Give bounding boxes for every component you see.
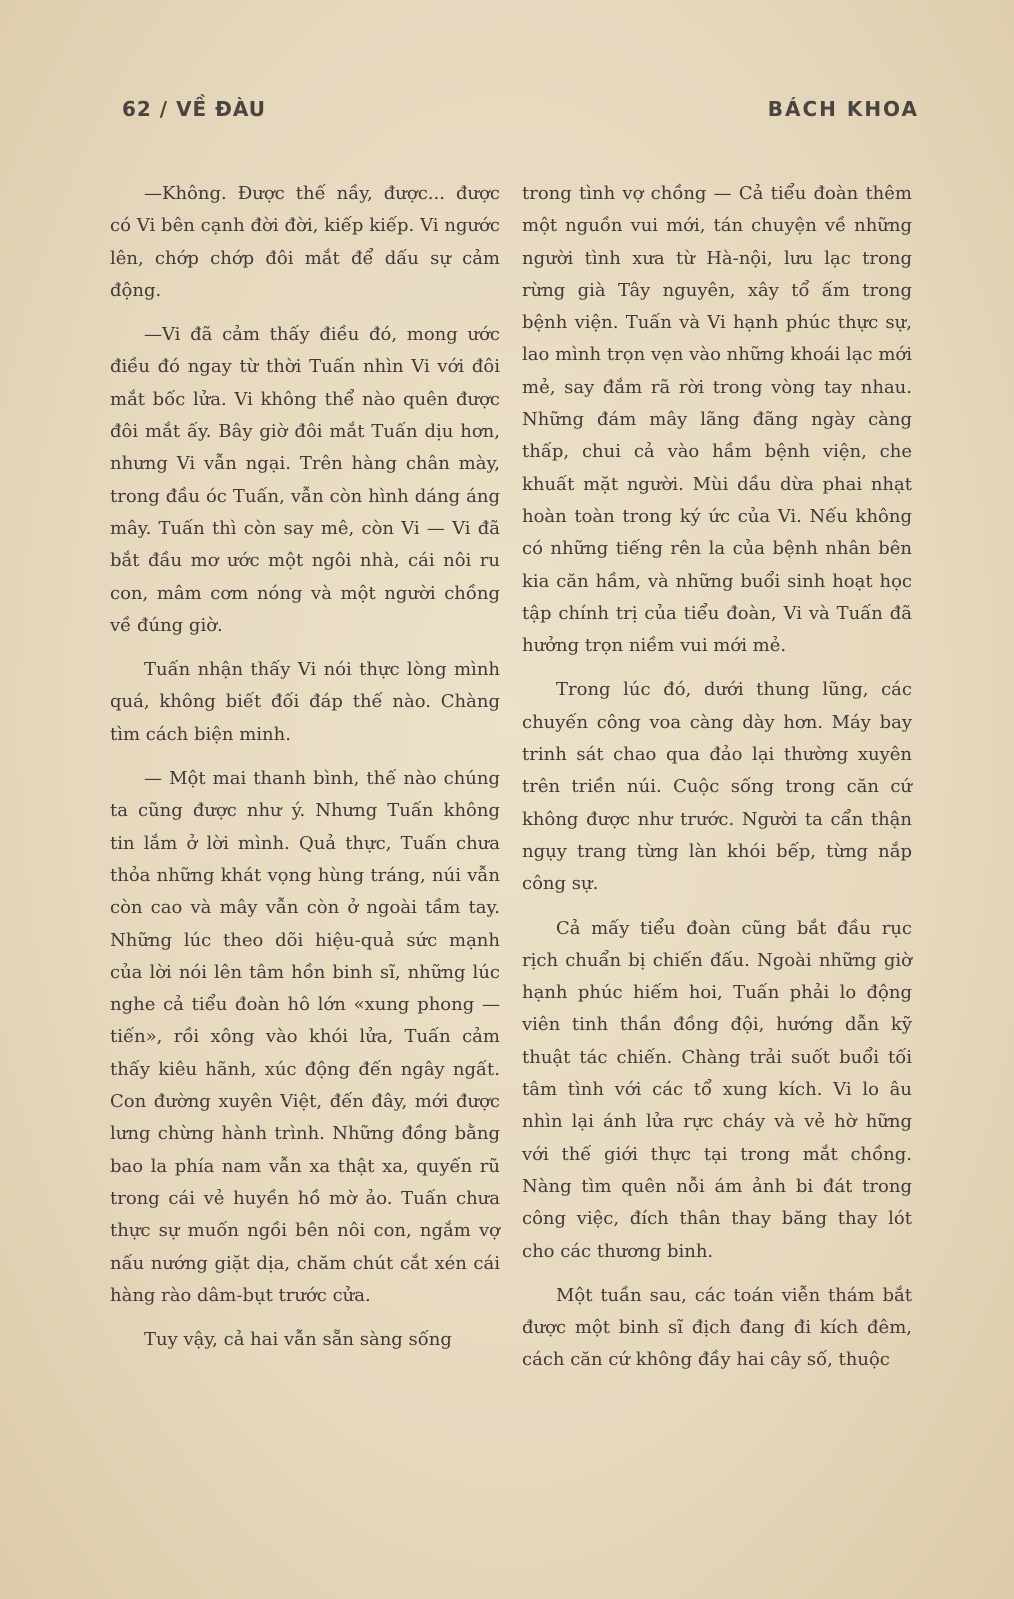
paragraph: —Vi đã cảm thấy điều đó, mong ước điều đó ngay từ thời Tuấn nhìn Vi với đôi mắt bốc lửa. Vi không thể nào quên được đôi mắt ấy. Bây giờ đôi mắt Tuấn dịu hơn, nhưng Vi vẫn ngại. Trên hàng chân mày, trong đầu óc Tuấn, vẫn còn hình dáng áng mây. Tuấn thì còn say mê, còn Vi — Vi đã bắt đầu mơ ước một ngôi nhà, cái nôi ru con, mâm cơm nóng và một người chồng về đúng giờ.	[110, 324, 500, 636]
paragraph: — Một mai thanh bình, thế nào chúng ta cũng được như ý. Nhưng Tuấn không tin lắm ở lời mình. Quả thực, Tuấn chưa thỏa những khát vọng hùng tráng, núi vẫn còn cao và mây vẫn còn ở ngoài tầm tay. Những lúc theo dõi hiệu-quả sức mạnh của lời nói lên tâm hồn binh sĩ, những lúc nghe cả tiểu đoàn hô lớn «xung phong — tiến», rồi xông vào khói lửa, Tuấn cảm thấy kiêu hãnh, xúc động đến ngây ngất. Con đường xuyên Việt, đến đây, mới được lưng chừng hành trình. Những đồng bằng bao la phía nam vẫn xa thật xa, quyến rũ trong cái vẻ huyền hồ mờ ảo. Tuấn chưa thực sự muốn ngồi bên nôi con, ngắm vợ nấu nướng giặt dịa, chăm chút cắt xén cái hàng rào dâm-bụt trước cửa.	[110, 768, 500, 1306]
paragraph: Một tuần sau, các toán viễn thám bắt được một binh sĩ địch đang đi kích đêm, cách căn cứ không đầy hai cây số, thuộc	[522, 1284, 912, 1371]
running-header-left: 62 / VỀ ĐÀU	[122, 97, 267, 121]
running-header-right: BÁCH KHOA	[767, 97, 919, 121]
page-header	[122, 97, 919, 129]
paragraph: Trong lúc đó, dưới thung lũng, các chuyến công voa càng dày hơn. Máy bay trinh sát chao qua đảo lại thường xuyên trên triền núi. Cuộc sống trong căn cứ không được như trước. Người ta cẩn thận ngụy trang từng làn khói bếp, từng nắp công sự.	[522, 679, 912, 895]
paragraph: Cả mấy tiểu đoàn cũng bắt đầu rục rịch chuẩn bị chiến đấu. Ngoài những giờ hạnh phúc hiếm hoi, Tuấn phải lo động viên tinh thần đồng đội, hướng dẫn kỹ thuật tác chiến. Chàng trải suốt buổi tối tâm tình với các tổ xung kích. Vi lo âu nhìn lại ánh lửa rực cháy và vẻ hờ hững với thế giới thực tại trong mắt chồng. Nàng tìm quên nỗi ám ảnh bi đát trong công việc, đích thân thay băng thay lót cho các thương binh.	[522, 917, 912, 1262]
paragraph: Tuy vậy, cả hai vẫn sẵn sàng sống	[144, 1329, 452, 1351]
paragraph: Tuấn nhận thấy Vi nói thực lòng mình quá, không biết đối đáp thế nào. Chàng tìm cách biện minh.	[110, 659, 500, 745]
left-column	[110, 178, 500, 1356]
paragraph: trong tình vợ chồng — Cả tiểu đoàn thêm một nguồn vui mới, tán chuyện về những người tình xưa từ Hà-nội, lưu lạc trong rừng già Tây nguyên, xây tổ ấm trong bệnh viện. Tuấn và Vi hạnh phúc thực sự, lao mình trọn vẹn vào những khoái lạc mới mẻ, say đắm rã rời trong vòng tay nhau. Những đám mây lãng đãng ngày càng thấp, chui cả vào hầm bệnh viện, che khuất mặt người. Mùi dầu dừa phai nhạt hoàn toàn trong ký ức của Vi. Nếu không có những tiếng rên la của bệnh nhân bên kia căn hầm, và những buổi sinh hoạt học tập chính trị của tiểu đoàn, Vi và Tuấn đã hưởng trọn niềm vui mới mẻ.	[522, 183, 912, 657]
right-column	[522, 178, 912, 1377]
paragraph: —Không. Được thế nầy, được... được có Vi bên cạnh đời đời, kiếp kiếp. Vi ngước lên, chớp chớp đôi mắt để dấu sự cảm động.	[110, 183, 500, 301]
